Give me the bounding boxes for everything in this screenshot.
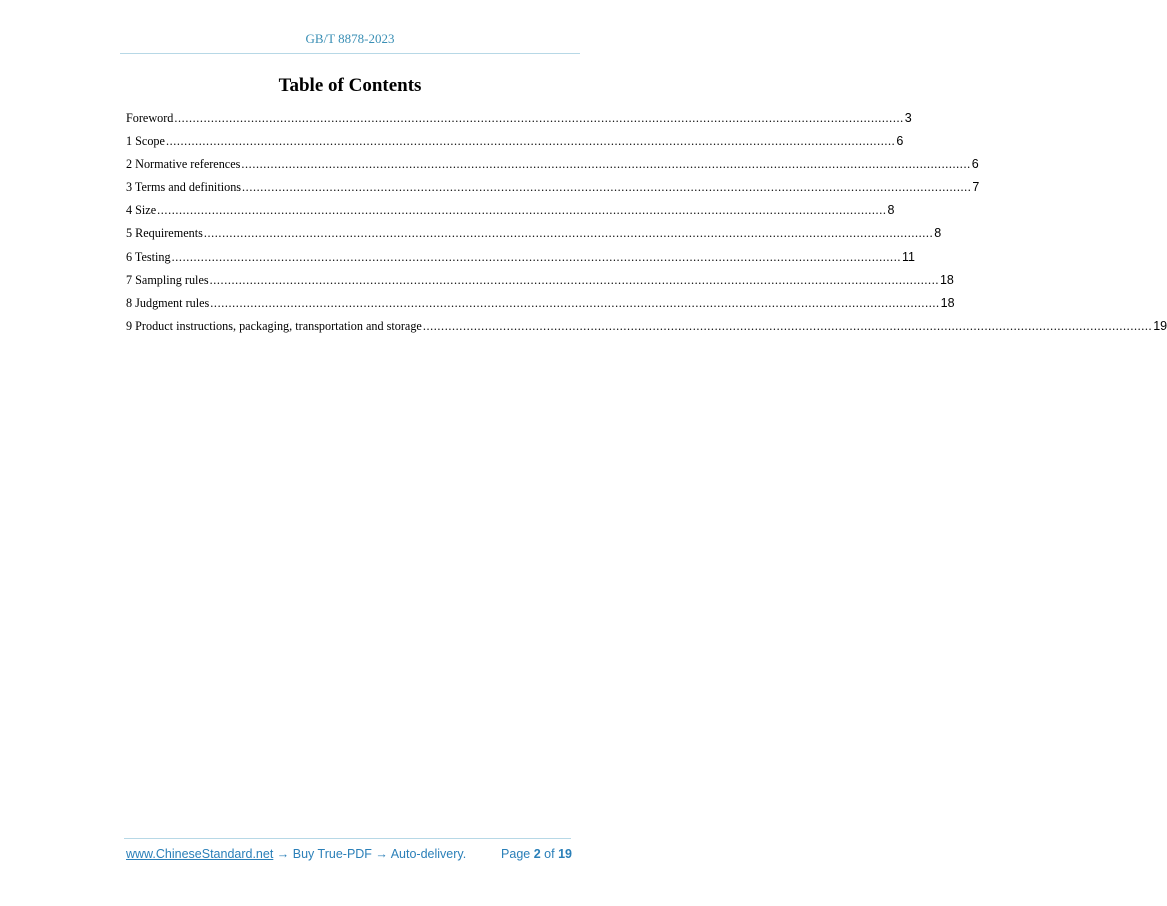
toc-entry-judgment-rules[interactable]	[126, 293, 955, 316]
toc-entry-page: 8	[887, 203, 895, 218]
toc-entry-page: 3	[904, 111, 912, 125]
dot-leader: ........................................................................................................................................................................................................	[174, 111, 904, 125]
toc-entry-label: 2 Normative references	[126, 157, 241, 172]
toc-entry-normative-references[interactable]	[126, 154, 979, 177]
toc-entry-label: 8 Judgment rules	[126, 295, 210, 310]
toc-entry-label: Foreword	[126, 111, 174, 125]
dot-leader: ........................................................................................................................................................................................................	[242, 180, 972, 195]
dot-leader: ........................................................................................................................................................................................................	[157, 203, 887, 218]
site-link[interactable]: www.ChineseStandard.net	[126, 847, 274, 861]
current-page-number: 2	[533, 847, 541, 861]
toc-entry-testing[interactable]	[126, 247, 915, 270]
table-of-contents	[126, 108, 1167, 339]
toc-entry-label: 9 Product instructions, packaging, transportation and storage	[126, 318, 422, 333]
running-header: GB/T 8878-2023	[305, 31, 395, 46]
dot-leader: ........................................................................................................................................................................................................	[203, 226, 934, 241]
toc-entry-label: 5 Requirements	[126, 226, 203, 241]
footer-promo	[126, 847, 466, 861]
toc-entry-page: 18	[940, 295, 955, 310]
toc-entry-label: 1 Scope	[126, 134, 165, 149]
toc-entry-label: 6 Testing	[126, 249, 171, 264]
of-word: of	[544, 847, 555, 861]
toc-entry-terms-and-definitions[interactable]	[126, 177, 980, 200]
toc-entry-label: 4 Size	[126, 203, 157, 218]
toc-entry-sampling-rules[interactable]	[126, 270, 954, 293]
dot-leader: ........................................................................................................................................................................................................	[241, 157, 971, 172]
toc-entry-page: 8	[934, 226, 942, 241]
toc-entry-page: 7	[972, 180, 980, 195]
dot-leader: ........................................................................................................................................................................................................	[171, 249, 901, 264]
toc-entry-label: 3 Terms and definitions	[126, 180, 242, 195]
promo-text: → Buy True-PDF → Auto-delivery.	[273, 847, 467, 861]
toc-entry-page: 19	[1153, 318, 1167, 333]
total-page-count: 19	[558, 847, 572, 861]
dot-leader: ........................................................................................................................................................................................................	[165, 134, 896, 149]
page-footer	[126, 847, 572, 861]
dot-leader: ........................................................................................................................................................................................................	[210, 295, 940, 310]
dot-leader: ........................................................................................................................................................................................................	[422, 318, 1153, 333]
dot-leader: ........................................................................................................................................................................................................	[209, 272, 939, 287]
toc-entry-scope[interactable]	[126, 131, 904, 154]
header-divider	[120, 53, 580, 54]
toc-entry-requirements[interactable]	[126, 223, 942, 246]
toc-entry-page: 18	[939, 272, 954, 287]
toc-entry-label: 7 Sampling rules	[126, 272, 209, 287]
toc-entry-page: 6	[896, 134, 904, 149]
toc-entry-size[interactable]	[126, 200, 895, 223]
footer-divider	[124, 838, 571, 839]
toc-entry-page: 6	[971, 157, 979, 172]
page-counter	[501, 847, 572, 861]
toc-entry-product-instructions[interactable]	[126, 316, 1167, 339]
toc-entry-page: 11	[902, 249, 915, 264]
page-title: Table of Contents	[278, 75, 422, 96]
toc-entry-foreword[interactable]	[126, 108, 912, 131]
page-word: Page	[501, 847, 531, 861]
